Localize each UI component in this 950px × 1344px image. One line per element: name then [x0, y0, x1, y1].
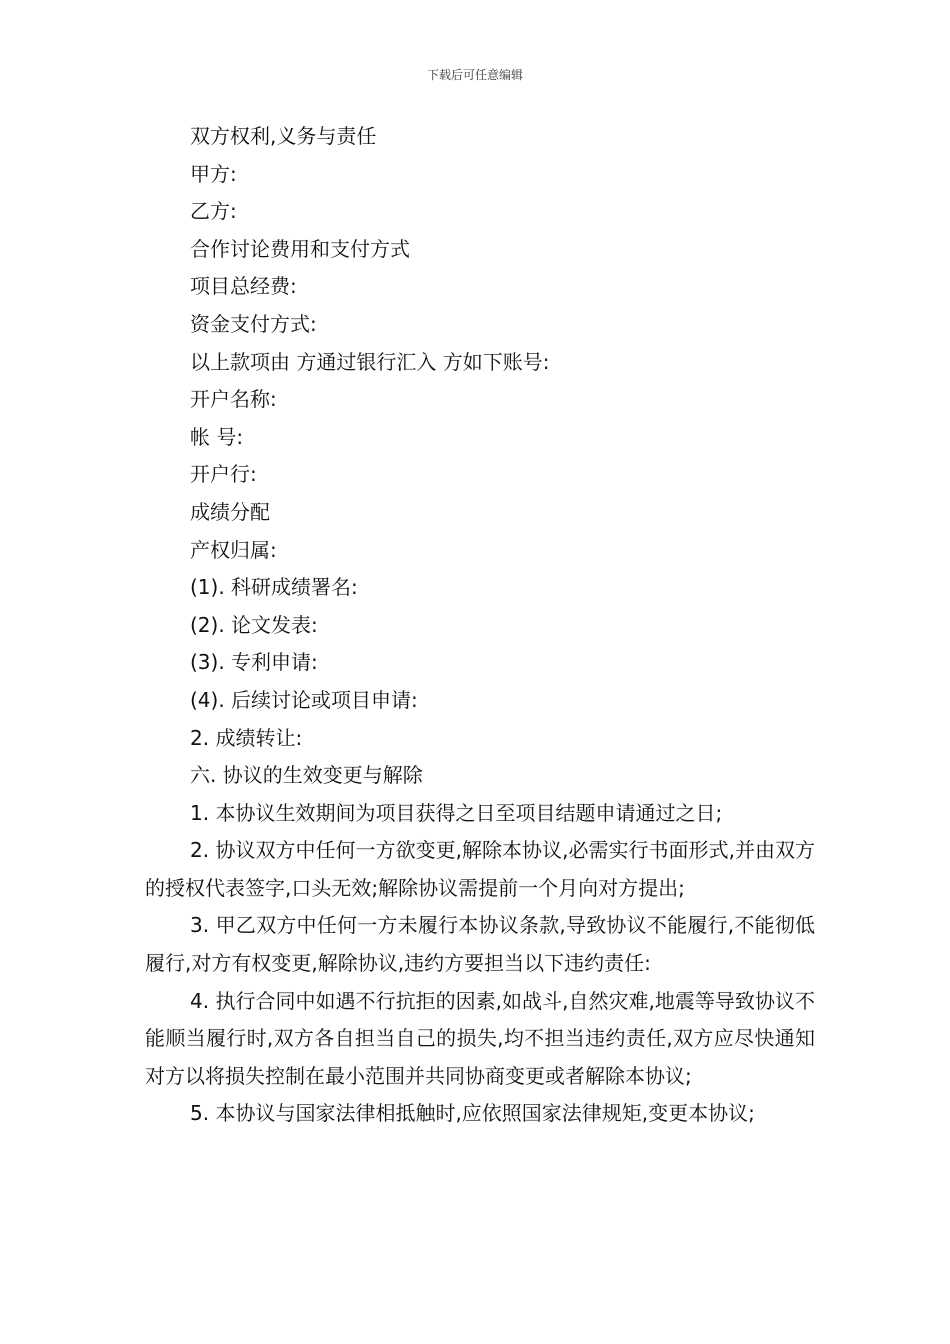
document-body	[145, 118, 815, 1133]
page-header: 下载后可任意编辑	[426, 68, 523, 82]
clause-3-paragraph: 3. 甲乙双方中任何一方未履行本协议条款,导致协议不能履行,不能彻低履行,对方有权变更,解除协议,违约方要担当以下违约责任:	[145, 913, 815, 976]
bank-transfer-line: 以上款项由 方通过银行汇入 方如下账号:	[190, 349, 550, 374]
clause-1-line: 1. 本协议生效期间为项目获得之日至项目结题申请通过之日;	[190, 800, 723, 825]
item-2-line: (2). 论文发表:	[190, 612, 318, 637]
ownership-line: 产权归属:	[190, 537, 277, 562]
section-heading-fees: 合作讨论费用和支付方式	[190, 236, 410, 261]
section-heading-results: 成绩分配	[190, 499, 270, 524]
clause-5-paragraph: 5. 本协议与国家法律相抵触时,应依照国家法律规矩,变更本协议;	[190, 1101, 755, 1126]
party-a-line: 甲方:	[190, 161, 237, 186]
item-1-line: (1). 科研成绩署名:	[190, 575, 358, 600]
section-heading-rights: 双方权利,义务与责任	[190, 124, 377, 148]
clause-4-paragraph: 4. 执行合同中如遇不行抗拒的因素,如战斗,自然灾难,地震等导致协议不能顺当履行时,双方各自担当自己的损失,均不担当违约责任,双方应尽快通知对方以将损失控制在最小范围并共同协商变更或者解除本协议;	[145, 988, 815, 1088]
clause-2-paragraph: 2. 协议双方中任何一方欲变更,解除本协议,必需实行书面形式,并由双方的授权代表签字,口头无效;解除协议需提前一个月向对方提出;	[145, 838, 815, 900]
total-funds-line: 项目总经费:	[190, 274, 297, 299]
item-4-line: (4). 后续讨论或项目申请:	[190, 687, 418, 712]
account-number-line: 帐 号:	[190, 424, 244, 449]
item-3-line: (3). 专利申请:	[190, 650, 318, 675]
payment-method-line: 资金支付方式:	[190, 311, 317, 336]
section-heading-six: 六. 协议的生效变更与解除	[190, 763, 423, 788]
party-b-line: 乙方:	[190, 199, 237, 224]
bank-line: 开户行:	[190, 462, 257, 487]
account-name-line: 开户名称:	[190, 387, 277, 412]
transfer-line: 2. 成绩转让:	[190, 725, 303, 750]
